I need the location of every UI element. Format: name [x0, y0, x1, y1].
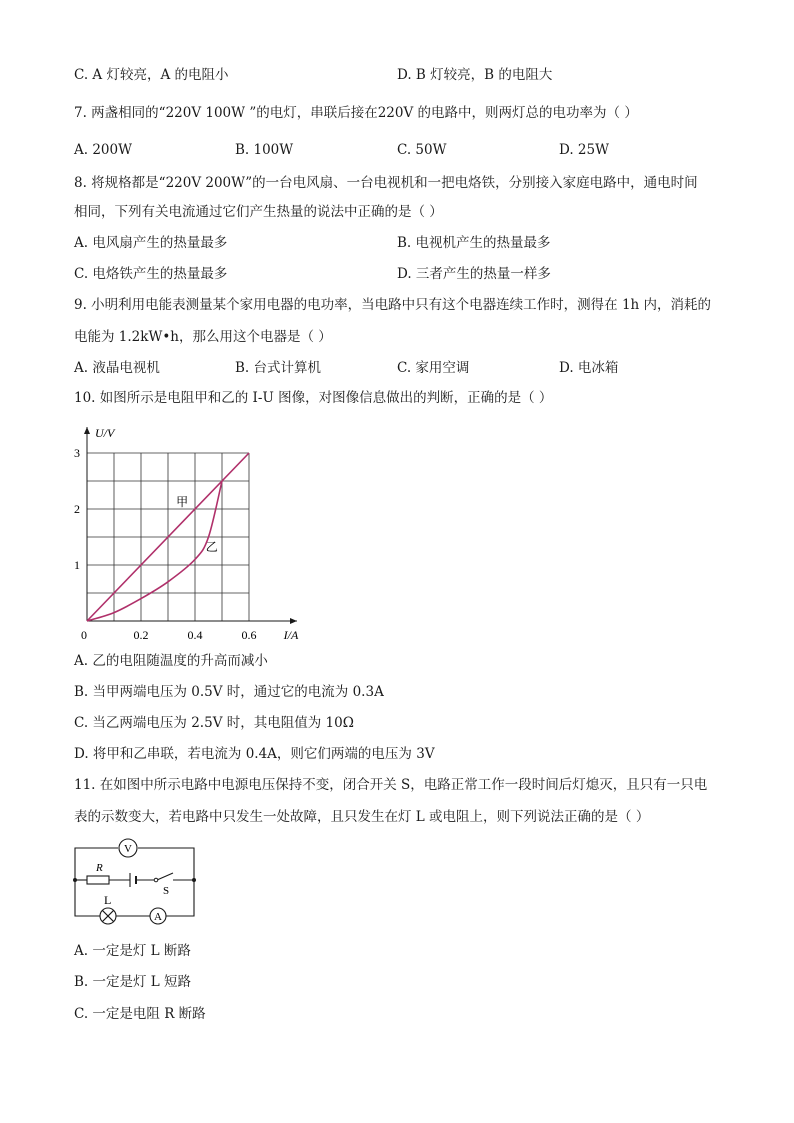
q8-option-c: C. 电烙铁产生的热量最多: [74, 266, 228, 282]
resistor-icon: [87, 876, 109, 884]
series-yi-label: 乙: [205, 540, 218, 554]
resistor-label: R: [96, 862, 103, 874]
q9-stem-line2: 电能为 1.2kW•h，那么用这个电器是（ ）: [74, 329, 332, 345]
x-axis-label: I/A: [283, 628, 299, 640]
chart-axes: [84, 427, 297, 624]
q8-option-a: A. 电风扇产生的热量最多: [74, 235, 228, 251]
y-tick-label: 3: [74, 446, 80, 460]
q11-option-a: A. 一定是灯 L 断路: [74, 943, 191, 959]
q11-stem-line2: 表的示数变大，若电路中只发生一处故障，且只发生在灯 L 或电阻上，则下列说法正确的是（ ）: [74, 809, 650, 825]
q7-option-d: D. 25W: [559, 142, 609, 158]
x-tick-label: 0.4: [187, 628, 203, 640]
x-tick-label: 0: [81, 628, 87, 640]
y-axis-label: U/V: [95, 426, 115, 440]
q9-option-c: C. 家用空调: [397, 360, 470, 376]
q10-option-c: C. 当乙两端电压为 2.5V 时，其电阻值为 10Ω: [74, 715, 354, 731]
q8-stem-line2: 相同，下列有关电流通过它们产生热量的说法中正确的是（ ）: [74, 204, 443, 220]
q8-option-b: B. 电视机产生的热量最多: [397, 235, 551, 251]
q10-option-b: B. 当甲两端电压为 0.5V 时，通过它的电流为 0.3A: [74, 684, 384, 700]
q8-stem-line1: 8. 将规格都是“220V 200W”的一台电风扇、一台电视机和一把电烙铁，分别接入家庭电路中，通电时间: [74, 175, 698, 191]
iu-graph: [70, 415, 310, 640]
q6-option-c: C. A 灯较亮，A 的电阻小: [74, 67, 229, 83]
q7-stem: 7. 两盏相同的“220V 100W ”的电灯，串联后接在220V 的电路中，则两灯总的电功率为（ ）: [74, 105, 638, 121]
lamp-label: L: [104, 893, 112, 907]
q10-stem: 10. 如图所示是电阻甲和乙的 I-U 图像，对图像信息做出的判断，正确的是（ ）: [74, 390, 553, 406]
circuit-diagram: [70, 838, 210, 928]
x-tick-label: 0.2: [133, 628, 149, 640]
q11-option-c: C. 一定是电阻 R 断路: [74, 1006, 206, 1022]
series-jia-label: 甲: [176, 495, 189, 510]
switch-blade: [157, 873, 173, 880]
y-tick-label: 1: [74, 558, 80, 572]
q7-option-b: B. 100W: [235, 142, 294, 158]
q9-stem-line1: 9. 小明利用电能表测量某个家用电器的电功率，当电路中只有这个电器连续工作时，测得在 1h 内，消耗的: [74, 297, 712, 313]
x-tick-label: 0.6: [241, 628, 257, 640]
q11-option-b: B. 一定是灯 L 短路: [74, 974, 192, 990]
q7-option-a: A. 200W: [74, 142, 132, 158]
q11-stem-line1: 11. 在如图中所示电路中电源电压保持不变，闭合开关 S，电路正常工作一段时间后灯熄灭，且只有一只电: [74, 777, 708, 793]
wire-bottom-right: [166, 880, 194, 916]
q8-option-d: D. 三者产生的热量一样多: [397, 266, 551, 282]
wire-bottom-left: [75, 880, 100, 916]
y-axis-arrow: [84, 427, 90, 434]
lamp-cross: [102, 910, 113, 921]
q6-option-d: D. B 灯较亮，B 的电阻大: [397, 67, 553, 83]
q7-option-c: C. 50W: [397, 142, 447, 158]
junction-left: [73, 878, 77, 882]
q9-option-a: A. 液晶电视机: [74, 360, 160, 376]
chart-labels: [74, 426, 299, 640]
q9-option-d: D. 电冰箱: [559, 360, 619, 376]
switch-label: S: [163, 885, 170, 897]
q10-option-d: D. 将甲和乙串联，若电流为 0.4A，则它们两端的电压为 3V: [74, 746, 435, 762]
junction-right: [192, 878, 196, 882]
q9-option-b: B. 台式计算机: [235, 360, 322, 376]
ammeter-label: A: [154, 911, 162, 923]
switch-pivot: [154, 878, 158, 882]
wire-top-right: [138, 848, 194, 880]
x-axis-arrow: [290, 618, 297, 624]
q10-option-a: A. 乙的电阻随温度的升高而减小: [74, 653, 268, 669]
y-tick-label: 2: [74, 502, 80, 516]
voltmeter-label: V: [124, 843, 132, 855]
